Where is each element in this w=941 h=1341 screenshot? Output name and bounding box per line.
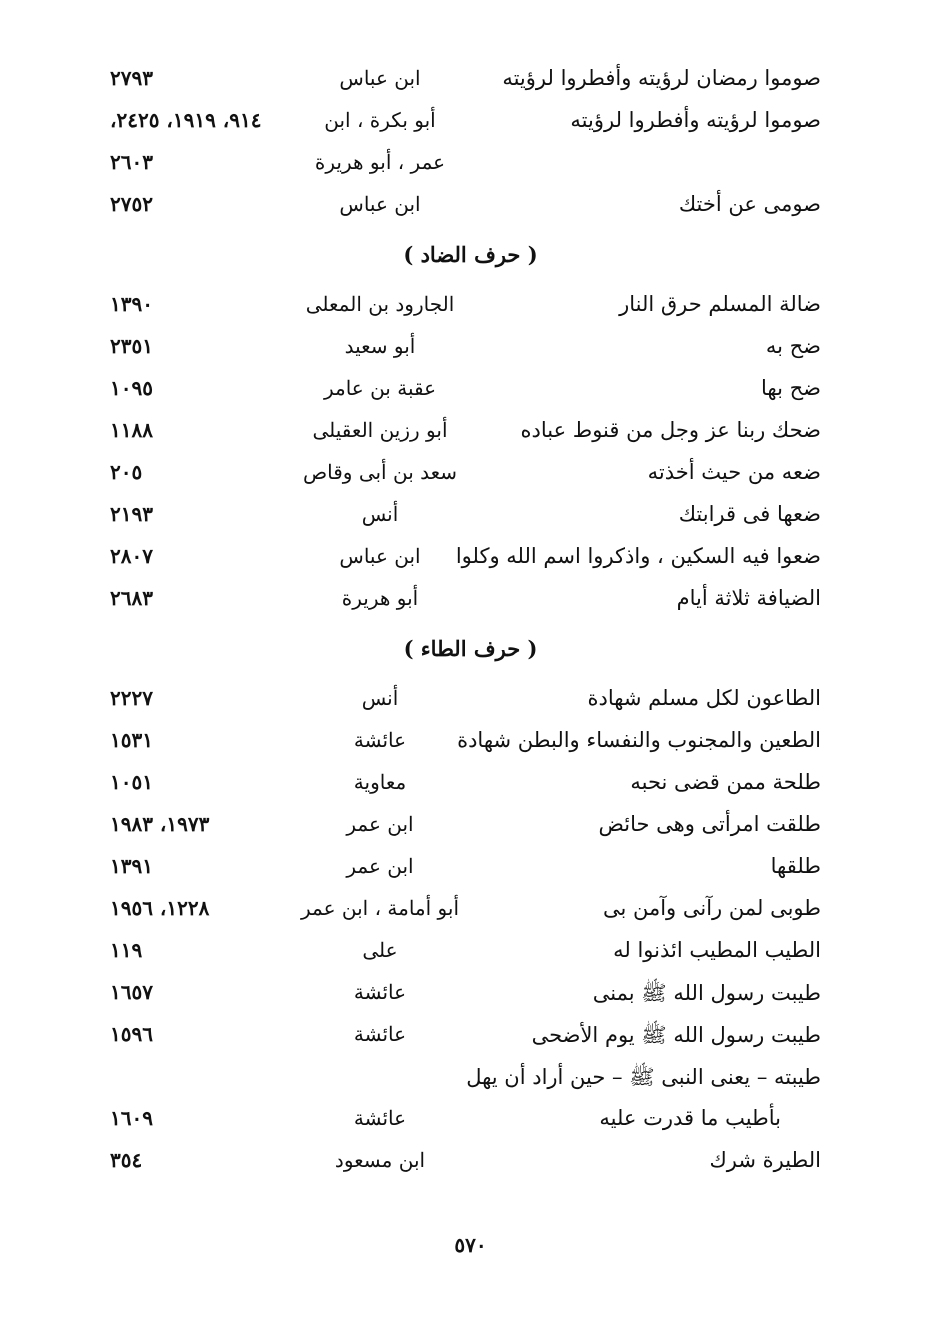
hadith-number: ١٣٩١ xyxy=(110,854,153,878)
hadith-text: صومى عن أختك xyxy=(678,192,821,216)
hadith-number: ٢٦٠٣ xyxy=(110,150,153,174)
hadith-number: ١١٨٨ xyxy=(110,418,153,442)
hadith-number: ١٢٢٨، ١٩٥٦ xyxy=(110,896,210,920)
hadith-number: ٢٨٠٧ xyxy=(110,544,153,568)
hadith-text: صوموا لرؤيته وأفطروا لرؤيته xyxy=(570,108,821,132)
narrator-name: عائشة xyxy=(353,1106,407,1130)
index-entry-row xyxy=(0,536,941,578)
hadith-text: ضح بها xyxy=(761,376,821,400)
hadith-text: صوموا رمضان لرؤيته وأفطروا لرؤيته xyxy=(502,66,821,90)
hadith-text: ضحك ربنا عز وجل من قنوط عباده xyxy=(520,418,821,442)
narrator-name: أبو هريرة xyxy=(341,586,419,610)
narrator-name: الجارود بن المعلى xyxy=(305,292,455,316)
narrator-name: عائشة xyxy=(353,980,407,1004)
hadith-number: ٢٢٢٧ xyxy=(110,686,153,710)
hadith-text: طلحة ممن قضى نحبه xyxy=(630,770,821,794)
index-entry-row xyxy=(0,762,941,804)
hadith-number: ٢١٩٣ xyxy=(110,502,153,526)
index-entry-row xyxy=(0,100,941,142)
hadith-text: ضح به xyxy=(765,334,821,358)
narrator-name: عقبة بن عامر xyxy=(323,376,437,400)
hadith-text: ضالة المسلم حرق النار xyxy=(619,292,821,316)
narrator-name: ابن مسعود xyxy=(334,1148,426,1172)
hadith-text: الطاعون لكل مسلم شهادة xyxy=(587,686,821,710)
page-number: ٥٧٠ xyxy=(454,1233,487,1257)
index-entry-row xyxy=(0,142,941,184)
index-entry-row xyxy=(0,1056,941,1098)
hadith-number: ٩١٤، ١٩١٩، ٢٤٢٥، xyxy=(110,108,262,132)
narrator-name: أبو رزين العقيلى xyxy=(312,418,448,442)
hadith-number: ١٠٥١ xyxy=(110,770,153,794)
narrator-name: معاوية xyxy=(353,770,407,794)
narrator-name: ابن عباس xyxy=(339,192,421,216)
index-entry-row xyxy=(0,1140,941,1182)
index-entry-row xyxy=(0,1014,941,1056)
hadith-text: ضعوا فيه السكين ، واذكروا اسم الله وكلوا xyxy=(455,544,821,568)
hadith-number: ١٥٣١ xyxy=(110,728,153,752)
hadith-text: الطيرة شرك xyxy=(709,1148,821,1172)
hadith-index-list xyxy=(0,58,941,1182)
section-heading: ( حرف الضاد ) xyxy=(403,242,538,267)
hadith-number: ٢٠٥ xyxy=(110,460,143,484)
index-entry-row xyxy=(0,284,941,326)
index-entry-row xyxy=(0,368,941,410)
hadith-number: ٢٦٨٣ xyxy=(110,586,153,610)
hadith-text: طلقها xyxy=(770,854,821,878)
narrator-name: سعد بن أبى وقاص xyxy=(302,460,458,484)
narrator-name: أبو بكرة ، ابن xyxy=(324,108,436,132)
index-entry-row xyxy=(0,678,941,720)
hadith-number: ١٩٧٣، ١٩٨٣ xyxy=(110,812,210,836)
narrator-name: على xyxy=(362,938,398,962)
index-entry-row xyxy=(0,1098,941,1140)
hadith-text: الطعين والمجنوب والنفساء والبطن شهادة xyxy=(457,728,821,752)
section-heading: ( حرف الطاء ) xyxy=(403,636,538,661)
hadith-number: ٢٣٥١ xyxy=(110,334,153,358)
index-entry-row xyxy=(0,846,941,888)
hadith-text: طيبت رسول الله ﷺ يوم الأضحى xyxy=(531,1023,821,1047)
narrator-name: أنس xyxy=(361,502,399,526)
hadith-text: الضيافة ثلاثة أيام xyxy=(676,586,821,610)
narrator-name: ابن عمر xyxy=(346,854,414,878)
narrator-name: أبو أمامة ، ابن عمر xyxy=(300,896,460,920)
hadith-number: ١٦٥٧ xyxy=(110,980,153,1004)
hadith-text: الطيب المطيب ائذنوا له xyxy=(613,938,821,962)
narrator-name: أنس xyxy=(361,686,399,710)
hadith-number: ١١٩ xyxy=(110,938,143,962)
index-entry-row xyxy=(0,930,941,972)
index-entry-row xyxy=(0,58,941,100)
hadith-number: ٣٥٤ xyxy=(110,1148,143,1172)
hadith-number: ١٥٩٦ xyxy=(110,1022,153,1046)
index-entry-row xyxy=(0,804,941,846)
hadith-text: طيبته – يعنى النبى ﷺ – حين أراد أن يهل xyxy=(466,1065,821,1089)
hadith-text: بأطيب ما قدرت عليه xyxy=(599,1106,781,1130)
narrator-name: ابن عباس xyxy=(339,66,421,90)
index-entry-row xyxy=(0,972,941,1014)
hadith-number: ٢٧٩٣ xyxy=(110,66,153,90)
hadith-text: طوبى لمن رآنى وآمن بى xyxy=(602,896,821,920)
index-entry-row xyxy=(0,410,941,452)
index-entry-row xyxy=(0,888,941,930)
section-heading-row xyxy=(0,230,941,280)
index-entry-row xyxy=(0,578,941,620)
hadith-number: ١٦٠٩ xyxy=(110,1106,153,1130)
narrator-name: أبو سعيد xyxy=(344,334,416,358)
narrator-name: عائشة xyxy=(353,728,407,752)
index-entry-row xyxy=(0,326,941,368)
hadith-number: ١٣٩٠ xyxy=(110,292,153,316)
index-entry-row xyxy=(0,452,941,494)
hadith-text: ضعه من حيث أخذته xyxy=(647,460,821,484)
narrator-name: ابن عباس xyxy=(339,544,421,568)
index-entry-row xyxy=(0,494,941,536)
hadith-text: طيبت رسول الله ﷺ بمنى xyxy=(592,981,821,1005)
index-entry-row xyxy=(0,720,941,762)
section-heading-row xyxy=(0,624,941,674)
narrator-name: عمر ، أبو هريرة xyxy=(314,150,446,174)
hadith-text: ضعها فى قرابتك xyxy=(678,502,821,526)
narrator-name: عائشة xyxy=(353,1022,407,1046)
narrator-name: ابن عمر xyxy=(346,812,414,836)
hadith-text: طلقت امرأتى وهى حائض xyxy=(598,812,821,836)
index-entry-row xyxy=(0,184,941,226)
hadith-number: ٢٧٥٢ xyxy=(110,192,153,216)
hadith-number: ١٠٩٥ xyxy=(110,376,153,400)
